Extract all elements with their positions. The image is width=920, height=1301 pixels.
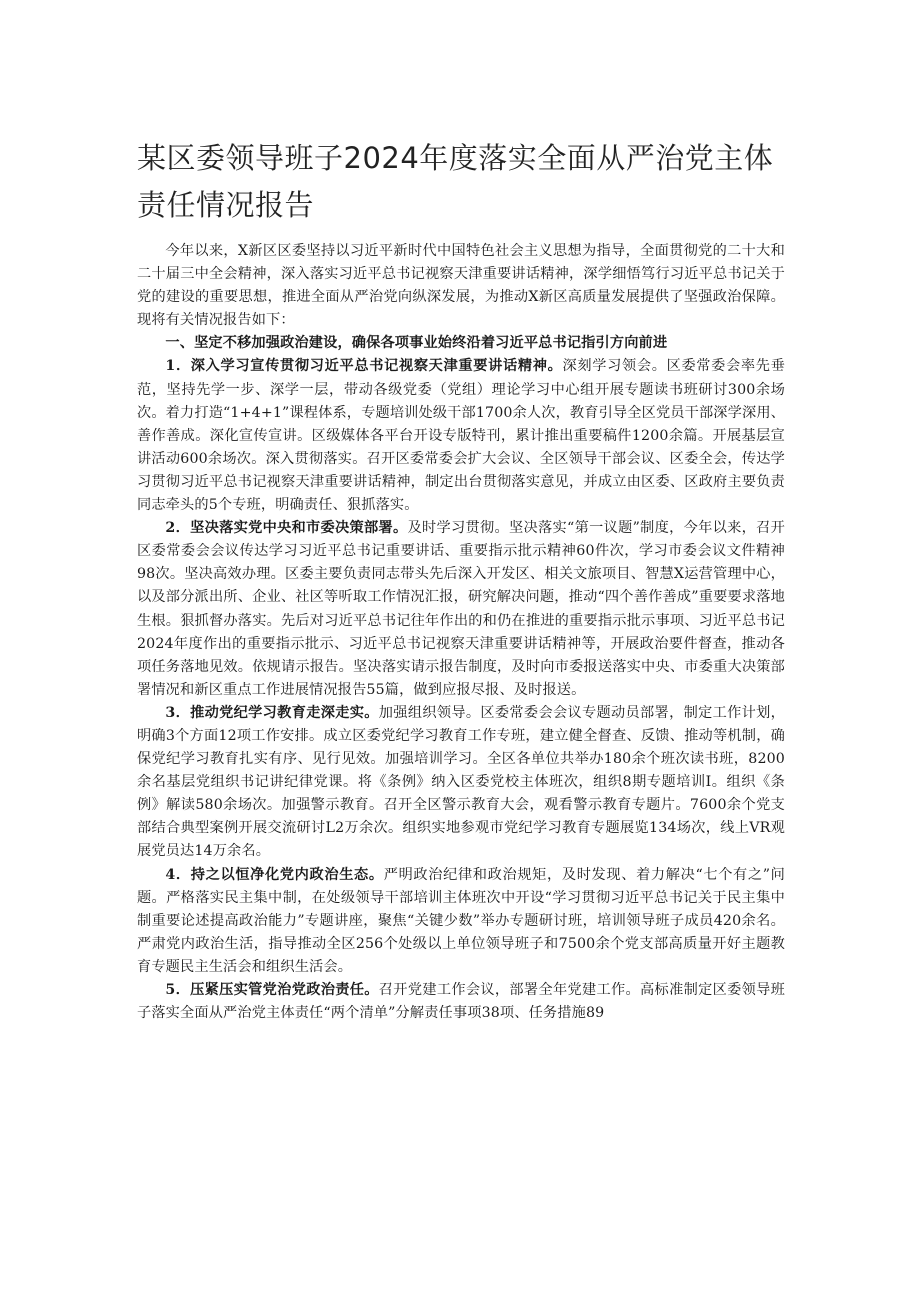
intro-paragraph: 今年以来，X新区区委坚持以习近平新时代中国特色社会主义思想为指导，全面贯彻党的二十大和二十届三中全会精神，深入落实习近平总书记视察天津重要讲话精神，深学细悟笃行习近平总书记关于党的建设的重要思想，推进全面从严治党向纵深发展，为推动X新区高质量发展提供了坚强政治保障。现将有关情况报告如下： xyxy=(137,243,785,329)
item-1-lead: 1．深入学习宣传贯彻习近平总书记视察天津重要讲话精神。 xyxy=(165,358,563,375)
item-1-text: 深刻学习领会。区委常委会率先垂范，坚持先学一步、深学一层，带动各级党委（党组）理论学习中心组开展专题读书班研讨300余场次。着力打造“1+4+1”课程体系，专题培训处级干部1700余人次，教育引导全区党员干部深学深用、善作善成。深化宣传宣讲。区级媒体各平台开设专版特刊，累计推出重要稿件1200余篇。开展基层宣讲活动600余场次。深入贯彻落实。召开区委常委会扩大会议、全区领导干部会议、区委全会，传达学习贯彻习近平总书记视察天津重要讲话精神，制定出台贯彻落实意见，并成立由区委、区政府主要负责同志牵头的5个专班，明确责任、狠抓落实。 xyxy=(137,358,785,514)
item-5-text: 召开党建工作会议，部署全年党建工作。高标准制定区委领导班子落实全面从严治党主体责任“两个清单”分解责任事项38项、任务措施89 xyxy=(137,982,786,1022)
section-1-heading: 一、坚定不移加强政治建设，确保各项事业始终沿着习近平总书记指引方向前进 xyxy=(165,335,668,352)
item-2-text: 及时学习贯彻。坚决落实“第一议题”制度，今年以来，召开区委常委会会议传达学习习近平总书记重要讲话、重要指示批示精神60件次，学习市委会议文件精神98次。坚决高效办理。区委主要负责同志带头先后深入开发区、相关文旅项目、智慧X运营管理中心，以及部分派出所、企业、社区等听取工作情况汇报，研究解决问题，推动“四个善作善成”重要要求落地生根。狠抓督办落实。先后对习近平总书记往年作出的和仍在推进的重要指示批示事项、习近平总书记2024年度作出的重要指示批示、习近平总书记视察天津重要讲话精神等，开展政治要件督查，推动各项任务落地见效。依规请示报告。坚决落实请示报告制度，及时向市委报送落实中央、市委重大决策部署情况和新区重点工作进展情况报告55篇，做到应报尽报、及时报送。 xyxy=(137,520,785,698)
item-3-text: 加强组织领导。区委常委会会议专题动员部署，制定工作计划，明确3个方面12项工作安排。成立区委党纪学习教育工作专班，建立健全督查、反馈、推动等机制，确保党纪学习教育扎实有序、见行见效。加强培训学习。全区各单位共举办180余个班次读书班，8200余名基层党组织书记讲纪律党课。将《条例》纳入区委党校主体班次，组织8期专题培训I。组织《条例》解读580余场次。加强警示教育。召开全区警示教育大会，观看警示教育专题片。7600余个党支部结合典型案例开展交流研讨L2万余次。组织实地参观市党纪学习教育专题展览134场次，线上VR观展党员达14万余名。 xyxy=(137,704,786,860)
document-title: 某区委领导班子2024年度落实全面从严治党主体责任情况报告 xyxy=(137,141,774,222)
item-4-paragraph xyxy=(137,864,785,979)
item-3-lead: 3．推动党纪学习教育走深走实。 xyxy=(165,704,379,721)
item-2-paragraph xyxy=(137,517,785,702)
document-body xyxy=(137,240,785,1025)
item-4-text: 严明政治纪律和政治规矩，及时发现、着力解决“七个有之”问题。严格落实民主集中制，在处级领导干部培训主体班次中开设“学习贯彻习近平总书记关于民主集中制重要论述提高政治能力”专题讲座，聚焦“关键少数”举办专题研讨班，培训领导班子成员420余名。严肃党内政治生活，指导推动全区256个处级以上单位领导班子和7500余个党支部高质量开好主题教育专题民主生活会和组织生活会。 xyxy=(137,866,785,975)
item-4-lead: 4．持之以恒净化党内政治生态。 xyxy=(165,866,384,883)
item-5-lead: 5．压紧压实管党治党政治责任。 xyxy=(165,982,379,998)
item-2-lead: 2．坚决落实党中央和市委决策部署。 xyxy=(165,520,408,537)
item-3-paragraph xyxy=(137,702,785,864)
item-5-paragraph xyxy=(137,979,785,1025)
item-1-paragraph xyxy=(137,355,785,517)
